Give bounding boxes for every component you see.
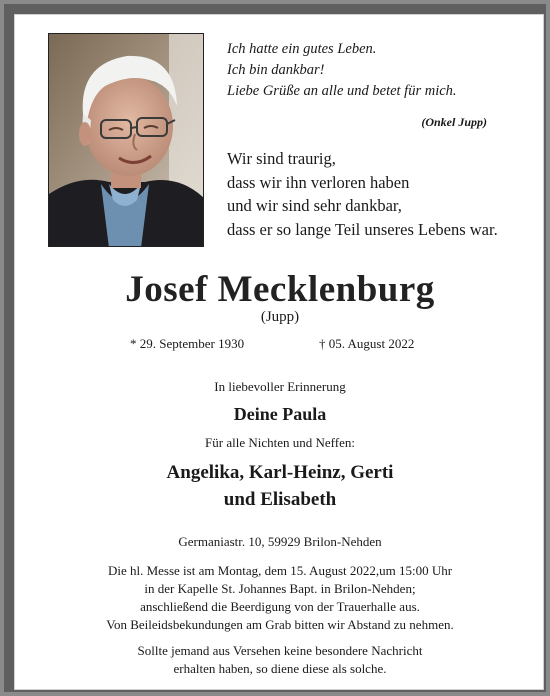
- verse: [227, 147, 537, 241]
- verse-line: dass wir ihn verloren haben: [227, 172, 410, 192]
- service-line: in der Kapelle St. Johannes Bapt. in Brilon-Nehden;: [144, 581, 416, 596]
- quote-line: Liebe Grüße an alle und betet für mich.: [227, 83, 457, 99]
- obituary-notice: [14, 14, 544, 690]
- service-info: [15, 562, 545, 634]
- service-line: Von Beileidsbekundungen am Grab bitten wir Abstand zu nehmen.: [106, 617, 454, 632]
- note-line: Sollte jemand aus Versehen keine besondere Nachricht: [137, 643, 423, 658]
- spouse-name: Deine Paula: [233, 404, 327, 424]
- address: Germaniastr. 10, 59929 Brilon-Nehden: [178, 534, 382, 549]
- service-line: anschließend die Beerdigung von der Trauerhalle aus.: [140, 599, 420, 614]
- deceased-nickname: (Jupp): [260, 309, 300, 325]
- service-line: Die hl. Messe ist am Montag, dem 15. August 2022,um 15:00 Uhr: [107, 563, 453, 578]
- verse-line: Wir sind traurig,: [227, 149, 336, 168]
- note-line: erhalten haben, so diene diese als solche.: [173, 661, 387, 676]
- quote-author: (Onkel Jupp): [421, 115, 487, 129]
- verse-line: dass er so lange Teil unseres Lebens war.: [227, 219, 498, 239]
- relatives-line: und Elisabeth: [223, 489, 337, 510]
- quote-line: Ich hatte ein gutes Leben.: [227, 41, 377, 57]
- memory-intro: In liebevoller Erinnerung: [214, 379, 346, 394]
- quote-line: Ich bin dankbar!: [227, 62, 325, 78]
- deceased-name: Josef Mecklenburg: [125, 269, 435, 310]
- portrait-photo: [48, 33, 204, 247]
- relatives-intro: Für alle Nichten und Neffen:: [205, 435, 355, 450]
- closing-note: [15, 642, 545, 678]
- verse-line: und wir sind sehr dankbar,: [227, 196, 402, 215]
- notice-frame: [4, 4, 546, 692]
- quote: [227, 39, 527, 102]
- death-date: † 05. August 2022: [319, 336, 415, 351]
- birth-date: * 29. September 1930: [130, 336, 245, 351]
- relatives-line: Angelika, Karl-Heinz, Gerti: [166, 462, 394, 483]
- relatives-names: [15, 459, 545, 513]
